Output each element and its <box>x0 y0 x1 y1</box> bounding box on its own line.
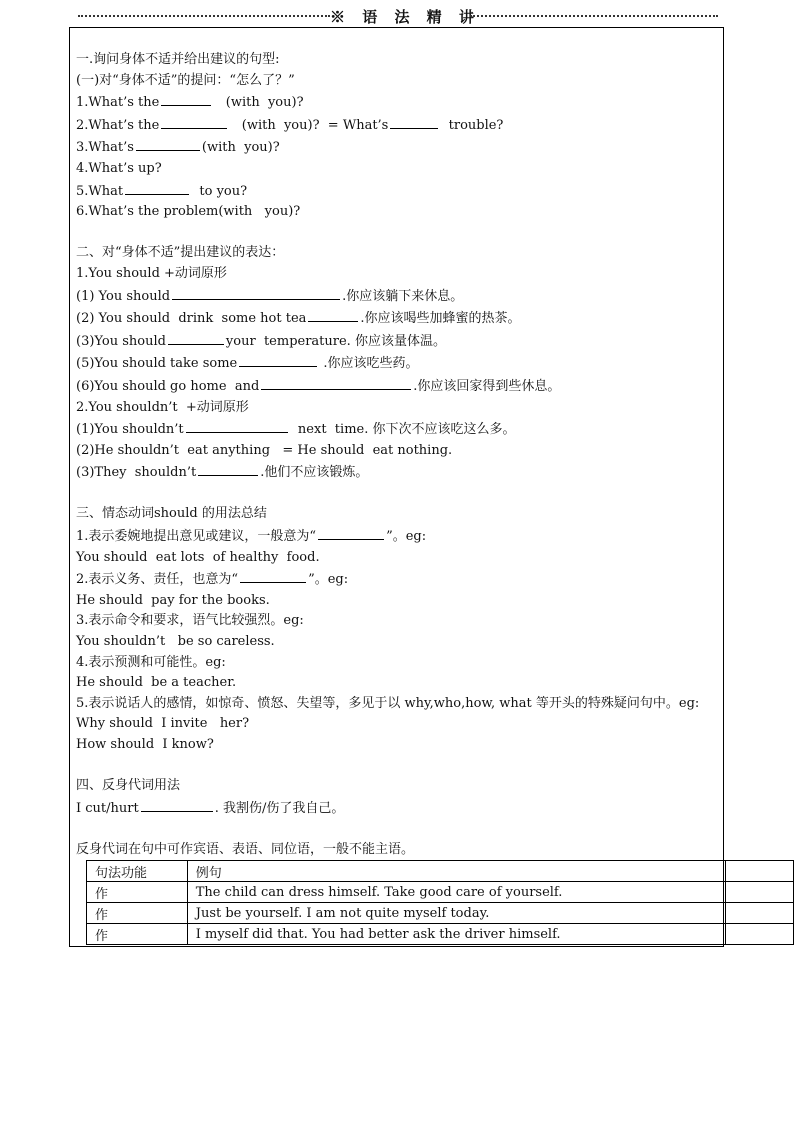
fill-in-blank <box>161 91 211 106</box>
note-text: (1)You shouldn’t <box>76 422 184 438</box>
note-text: 5.What <box>76 183 124 199</box>
note-line <box>76 525 721 548</box>
fill-in-blank <box>239 352 317 367</box>
note-text: 二、对“身体不适”提出建议的表达： <box>76 245 285 261</box>
note-text: 5.表示说话人的感情，如惊奇、愤怒、失望等，多见于以 why,who,how, what 等开头的特殊疑问句中。eg: <box>76 695 700 711</box>
note-text: I cut/hurt <box>76 800 139 816</box>
note-text-after: (with you)? = What’s <box>229 117 389 133</box>
note-text: You shouldn’t be so careless. <box>76 634 275 650</box>
note-line <box>76 632 721 653</box>
fill-in-blank <box>136 136 200 151</box>
note-text: (1) You should <box>76 288 171 304</box>
note-line <box>76 264 721 285</box>
note-text-after: .你应该喝些加蜂蜜的热茶。 <box>360 311 521 327</box>
table-cell-example: The child can dress himself. Take good care of yourself. <box>187 882 725 903</box>
header-dots-left <box>78 15 330 17</box>
table-cell-extra <box>725 903 793 924</box>
note-text: (6)You should go home and <box>76 378 260 394</box>
note-line <box>76 71 721 92</box>
note-line <box>76 776 721 797</box>
page-header <box>70 6 725 26</box>
note-line <box>76 504 721 525</box>
note-text-after: . 我割伤/伤了我自己。 <box>214 800 345 816</box>
note-line <box>76 568 721 591</box>
note-line <box>76 285 721 308</box>
note-line <box>76 418 721 441</box>
note-text: 反身代词在句中可作宾语、表语、同位语，一般不能主语。 <box>76 841 415 857</box>
table-header-function: 句法功能 <box>87 861 188 882</box>
note-text: You should eat lots of healthy food. <box>76 549 320 565</box>
fill-in-blank <box>141 797 213 812</box>
note-line <box>76 114 721 137</box>
note-line <box>76 180 721 203</box>
note-line <box>76 307 721 330</box>
note-text-after: (with you)? <box>201 140 280 156</box>
table-cell-function: 作 <box>87 882 188 903</box>
note-text-after: .你应该吃些药。 <box>319 356 419 372</box>
note-text: 3.What’s <box>76 140 134 156</box>
note-text: 1.You should +动词原形 <box>76 265 227 281</box>
blank-line <box>76 484 721 505</box>
note-line <box>76 653 721 674</box>
note-line <box>76 243 721 264</box>
fill-in-blank <box>161 114 227 129</box>
note-line <box>76 91 721 114</box>
blank-line <box>76 223 721 244</box>
fill-in-blank <box>198 461 258 476</box>
fill-in-blank <box>168 330 224 345</box>
note-text: How should I know? <box>76 737 214 752</box>
note-text: (2) You should drink some hot tea <box>76 311 307 327</box>
table-cell-example: I myself did that. You had better ask the driver himself. <box>187 924 725 945</box>
note-text-after: ”。eg: <box>386 529 427 545</box>
fill-in-blank <box>240 568 306 583</box>
grammar-notes <box>76 50 721 861</box>
note-text-after: .你应该躺下来休息。 <box>342 288 464 304</box>
note-text: 1.表示委婉地提出意见或建议，一般意为“ <box>76 529 317 545</box>
fill-in-blank <box>390 114 438 129</box>
fill-in-blank <box>261 375 411 390</box>
table-header-row <box>87 861 794 882</box>
note-line <box>76 398 721 419</box>
fill-in-blank <box>186 418 288 433</box>
note-line <box>76 159 721 180</box>
fill-in-blank <box>172 285 340 300</box>
note-text: (2)He shouldn’t eat anything = He should eat nothing. <box>76 442 453 458</box>
note-line <box>76 330 721 353</box>
note-line <box>76 50 721 71</box>
table-cell-function: 作 <box>87 903 188 924</box>
note-text: 2.What’s the <box>76 117 160 133</box>
note-text: (5)You should take some <box>76 356 238 372</box>
note-line <box>76 673 721 694</box>
note-text: 2.表示义务、责任，也意为“ <box>76 572 239 588</box>
note-text: 3.表示命令和要求，语气比较强烈。eg: <box>76 613 304 629</box>
note-line <box>76 352 721 375</box>
note-text: Why should I invite her? <box>76 716 250 732</box>
note-text: (3)They shouldn’t <box>76 465 197 481</box>
header-dots-right <box>470 15 718 17</box>
note-text-after: .他们不应该锻炼。 <box>260 465 369 481</box>
note-text-after: to you? <box>191 183 248 199</box>
note-text: 四、反身代词用法 <box>76 778 181 794</box>
table-cell-extra <box>725 924 793 945</box>
note-text: He should be a teacher. <box>76 675 237 691</box>
fill-in-blank <box>308 307 358 322</box>
fill-in-blank <box>318 525 384 540</box>
note-text: 1.What’s the <box>76 95 160 111</box>
table-row <box>87 903 794 924</box>
note-text: 4.表示预测和可能性。eg: <box>76 654 226 670</box>
table-cell-example: Just be yourself. I am not quite myself today. <box>187 903 725 924</box>
note-text: 6.What’s the problem(with you)? <box>76 204 301 220</box>
note-line <box>76 714 721 735</box>
note-line <box>76 375 721 398</box>
note-text: 三、情态动词should 的用法总结 <box>76 506 267 522</box>
note-text-after: .你应该回家得到些休息。 <box>413 378 561 394</box>
note-text-after: your temperature. 你应该量体温。 <box>225 333 446 349</box>
blank-line <box>76 756 721 777</box>
note-line <box>76 797 721 820</box>
table-row <box>87 924 794 945</box>
note-text: (3)You should <box>76 333 166 349</box>
note-line <box>76 591 721 612</box>
note-line <box>76 735 721 756</box>
table-row <box>87 882 794 903</box>
note-line <box>76 136 721 159</box>
note-text: He should pay for the books. <box>76 592 270 608</box>
note-text-after: ”。eg: <box>308 572 349 588</box>
note-text: (一)对“身体不适”的提问：“怎么了？” <box>76 72 295 88</box>
section-title: ※ 语 法 精 讲 <box>330 8 480 26</box>
reflexive-pronoun-table <box>86 860 794 945</box>
note-text-after: (with you)? <box>213 95 304 111</box>
note-line <box>76 694 721 715</box>
note-text-after: trouble? <box>440 117 504 133</box>
note-text: 2.You shouldn’t +动词原形 <box>76 399 249 415</box>
fill-in-blank <box>125 180 189 195</box>
note-text-after: next time. 你下次不应该吃这么多。 <box>289 422 516 438</box>
note-line <box>76 548 721 569</box>
table-cell-extra <box>725 882 793 903</box>
note-text: 4.What’s up? <box>76 160 162 176</box>
note-line <box>76 461 721 484</box>
table-header-extra <box>725 861 793 882</box>
note-line <box>76 441 721 462</box>
table-header-example: 例句 <box>187 861 725 882</box>
table-cell-function: 作 <box>87 924 188 945</box>
note-line <box>76 840 721 861</box>
note-line <box>76 202 721 223</box>
note-text: 一.询问身体不适并给出建议的句型: <box>76 52 280 67</box>
note-line <box>76 611 721 632</box>
blank-line <box>76 819 721 840</box>
